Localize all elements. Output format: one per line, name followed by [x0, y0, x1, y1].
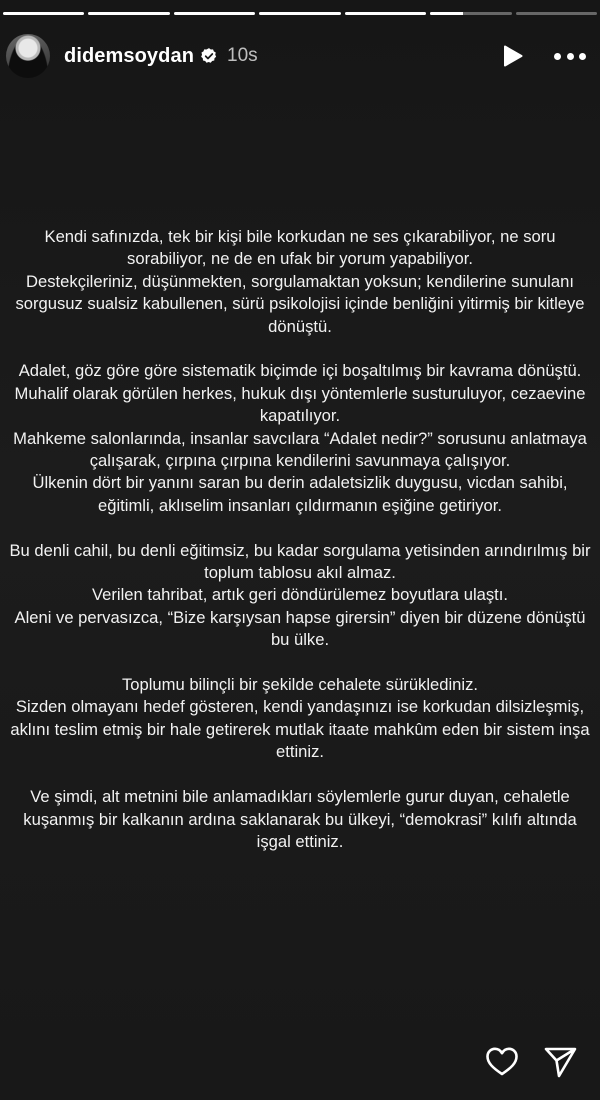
story-sentence: Sizden olmayanı hedef gösteren, kendi yandaşınızı ise korkudan dilsizleşmiş, aklını teslim etmiş bir hale getirerek mutlak itaate mahkûm eden bir sistem inşa ettiniz. — [10, 697, 590, 762]
send-icon[interactable] — [542, 1044, 578, 1080]
story-sentence: Ülkenin dört bir yanını saran bu derin adaletsizlik duygusu, vicdan sahibi, eğitimli, aklıselim insanları çıldırmanın eşiğine getiriyor. — [32, 473, 568, 515]
story-paragraph — [0, 226, 600, 338]
story-text — [0, 226, 600, 876]
progress-segment — [516, 12, 597, 15]
progress-segment — [3, 12, 84, 15]
username[interactable]: didemsoydan — [64, 44, 195, 67]
story-paragraph — [0, 540, 600, 652]
story-sentence: Aleni ve pervasızca, “Bize karşıysan hapse girersin” diyen bir düzene dönüştü bu ülke. — [14, 607, 586, 650]
story-sentence: Ve şimdi, alt metnini bile anlamadıkları söylemlerle gurur duyan, cehaletle kuşanmış bir kalkanın ardına saklanarak bu ülkeyi, “demokrasi” kılıfı altında işgal ettiniz. — [23, 787, 577, 851]
progress-segment-fill — [430, 12, 463, 15]
heart-icon[interactable] — [484, 1044, 520, 1080]
progress-segment-fill — [174, 12, 255, 15]
progress-segment — [430, 12, 511, 15]
story-sentence: Destekçileriniz, düşünmekten, sorgulamaktan yoksun; kendilerine sunulanı sorgusuz sualsiz kabullenen, sürü psikolojisi içinde benliğini yitirmiş bir kitleye dönüştü. — [15, 271, 585, 336]
story-sentence: Muhalif olarak görülen herkes, hukuk dışı yöntemlerle susturuluyor, cezaevine kapatılıyor. — [14, 383, 586, 426]
story-paragraph — [0, 674, 600, 764]
progress-segment-fill — [345, 12, 426, 15]
progress-segment — [174, 12, 255, 15]
story-progress-bar — [3, 12, 597, 15]
story-sentence: Adalet, göz göre göre sistematik biçimde içi boşaltılmış bir kavrama dönüştü. — [18, 361, 582, 381]
progress-segment-fill — [88, 12, 169, 15]
progress-segment — [259, 12, 340, 15]
play-icon[interactable] — [502, 44, 524, 68]
progress-segment — [345, 12, 426, 15]
story-sentence: Bu denli cahil, bu denli eğitimsiz, bu kadar sorgulama yetisinden arındırılmış bir toplum tablosu akıl almaz. — [9, 540, 591, 583]
story-sentence: Kendi safınızda, tek bir kişi bile korkudan ne ses çıkarabiliyor, ne soru sorabiliyor, ne de en ufak bir yorum yapabiliyor. — [44, 227, 556, 269]
story-paragraph — [0, 786, 600, 853]
verified-badge-icon — [200, 47, 218, 65]
story-header — [6, 30, 586, 82]
story-actions — [484, 1044, 578, 1080]
story-sentence: Mahkeme salonlarında, insanlar savcılara “Adalet nedir?” sorusunu anlatmaya çalışarak, çırpına çırpına kendilerini savunmaya çalışıyor. — [13, 428, 587, 471]
progress-segment-fill — [3, 12, 84, 15]
progress-segment-fill — [259, 12, 340, 15]
avatar[interactable] — [6, 34, 50, 78]
story-timestamp: 10s — [227, 45, 258, 66]
more-options-icon[interactable] — [554, 51, 586, 61]
story-paragraph — [0, 360, 600, 517]
story-sentence: Verilen tahribat, artık geri döndürülemez boyutlara ulaştı. — [92, 585, 508, 605]
progress-segment — [88, 12, 169, 15]
story-sentence: Toplumu bilinçli bir şekilde cehalete sürüklediniz. — [121, 675, 479, 695]
